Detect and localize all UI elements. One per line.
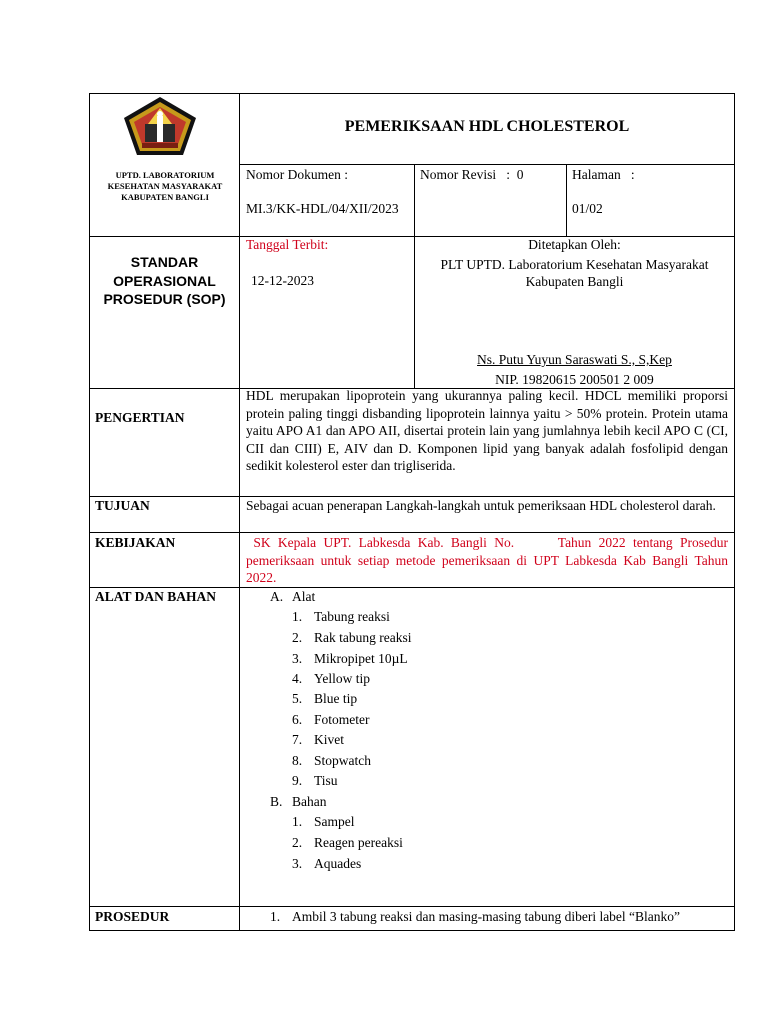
alat-bahan-label: ALAT DAN BAHAN [95,589,217,604]
alat-item: Rak tabung reaksi [314,630,412,645]
alat-item: Kivet [314,732,344,747]
alat-item-number: 5. [292,691,303,706]
kebijakan-label: KEBIJAKAN [95,535,176,550]
alat-item-number: 4. [292,671,303,686]
page-value: 01/02 [572,201,603,216]
page-title: PEMERIKSAAN HDL CHOLESTEROL [344,118,630,135]
alat-item: Blue tip [314,691,358,706]
bahan-item: Sampel [314,814,355,829]
tujuan-label: TUJUAN [95,498,150,513]
revision-label: Nomor Revisi : 0 [420,167,524,182]
bahan-item-number: 2. [292,835,303,850]
alat-item: Fotometer [314,712,370,727]
pengertian-label-cell [89,388,240,497]
alat-item: Tisu [314,773,338,788]
section-b-marker: B. [270,794,283,809]
signer-nip: NIP. 19820615 200501 2 009 [495,372,654,387]
page-label: Halaman : [572,167,635,182]
issued-date-cell [239,236,415,389]
established-by: Ditetapkan Oleh: [528,237,621,252]
alat-item-number: 1. [292,609,303,624]
bahan-item-number: 3. [292,856,303,871]
bahan-item: Reagen pereaksi [314,835,403,850]
tujuan-text: Sebagai acuan penerapan Langkah-langkah untuk pemeriksaan HDL cholesterol darah. [246,498,716,513]
alat-item-number: 9. [292,773,303,788]
bahan-item-number: 1. [292,814,303,829]
doc-number-label: Nomor Dokumen : [246,167,348,182]
alat-item: Mikropipet 10µL [314,651,408,666]
prosedur-label: PROSEDUR [95,909,170,924]
alat-item-number: 3. [292,651,303,666]
section-a-title: Alat [292,589,316,604]
issued-label: Tanggal Terbit: [246,237,329,252]
alat-item-number: 8. [292,753,303,768]
pengertian-label: PENGERTIAN [95,410,185,425]
alat-item-number: 2. [292,630,303,645]
issued-value: 12-12-2023 [251,273,314,288]
pengertian-text: HDL merupakan lipoprotein yang ukurannya paling kecil. HDCL memiliki proporsi protein paling tinggi disbanding lipoprotein lainnya yaitu > 50% protein. Protein utama yaitu APO A1 dan APO AII, disertai protein lain yang jumlahnya lebih kecil APO C (CI, CII dan CIII) E, AIV dan D. Komponen lipid yang banyak adalah fosfolipid dengan sedikit kolesterol ester dan trigliserida. [246,388,728,473]
alat-item-number: 6. [292,712,303,727]
institution: PLT UPTD. Laboratorium Kesehatan Masyarakat Kabupaten Bangli [440,257,709,289]
logo [120,94,200,158]
org-name: UPTD. LABORATORIUM KESEHATAN MASYARAKAT KABUPATEN BANGLI [107,170,223,202]
section-a-marker: A. [270,589,284,604]
section-b-title: Bahan [292,794,327,809]
sop-label: STANDAR OPERASIONAL PROSEDUR (SOP) [103,254,226,307]
kebijakan-text: SK Kepala UPT. Labkesda Kab. Bangli No. Tahun 2022 tentang Prosedur pemeriksaan untuk setiap metode pemeriksaan di UPT Labkesda Kab Bangli Tahun 2022. [246,535,732,585]
alat-item: Yellow tip [314,671,371,686]
signer-name: Ns. Putu Yuyun Saraswati S., S,Kep [477,352,672,367]
bangli-emblem-icon [120,94,200,158]
alat-item: Stopwatch [314,753,371,768]
alat-bahan-label-cell [89,587,240,907]
doc-number-value: MI.3/KK-HDL/04/XII/2023 [246,201,399,216]
alat-item: Tabung reaksi [314,609,390,624]
prosedur-step: Ambil 3 tabung reaksi dan masing-masing tabung diberi label “Blanko” [292,909,681,924]
bahan-item: Aquades [314,856,362,871]
alat-item-number: 7. [292,732,303,747]
prosedur-step-number: 1. [270,909,281,924]
